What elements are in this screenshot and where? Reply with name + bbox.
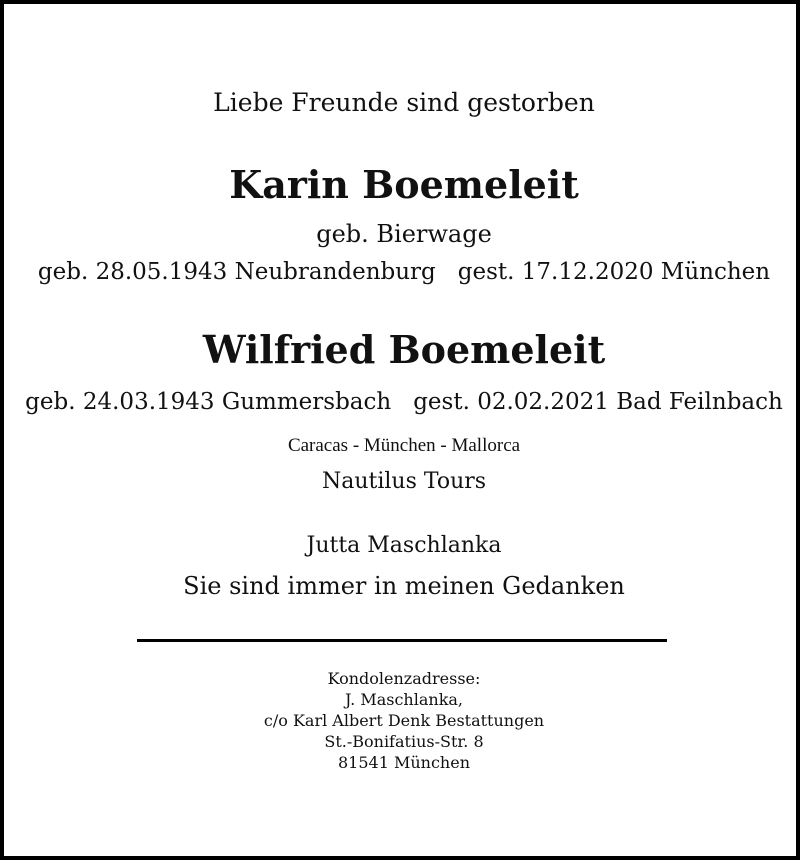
person2-died: gest. 02.02.2021 Bad Feilnbach — [413, 389, 783, 415]
person2-dates — [4, 391, 800, 414]
condolence-address — [4, 668, 800, 773]
person1-name: Karin Boemeleit — [229, 162, 579, 207]
person2-places: Caracas - München - Mallorca — [287, 435, 521, 456]
person2-born: geb. 24.03.1943 Gummersbach — [25, 389, 392, 415]
person1-born: geb. 28.05.1943 Neubrandenburg — [37, 259, 436, 285]
address-line: St.-Bonifatius-Str. 8 — [324, 732, 484, 751]
person1-dates — [4, 261, 800, 284]
memorial-message: Sie sind immer in meinen Gedanken — [183, 572, 625, 600]
address-label: Kondolenzadresse: — [327, 669, 481, 688]
address-line: 81541 München — [337, 753, 470, 772]
person2-company: Nautilus Tours — [321, 469, 487, 494]
person2-name: Wilfried Boemeleit — [202, 327, 606, 372]
person1-maiden-name: geb. Bierwage — [316, 220, 492, 248]
address-line: c/o Karl Albert Denk Bestattungen — [263, 711, 545, 730]
address-line: J. Maschlanka, — [344, 690, 464, 709]
sender-name: Jutta Maschlanka — [306, 533, 502, 558]
notice-heading: Liebe Freunde sind gestorben — [213, 88, 595, 117]
person1-died: gest. 17.12.2020 München — [457, 259, 771, 285]
divider-line — [137, 639, 667, 642]
